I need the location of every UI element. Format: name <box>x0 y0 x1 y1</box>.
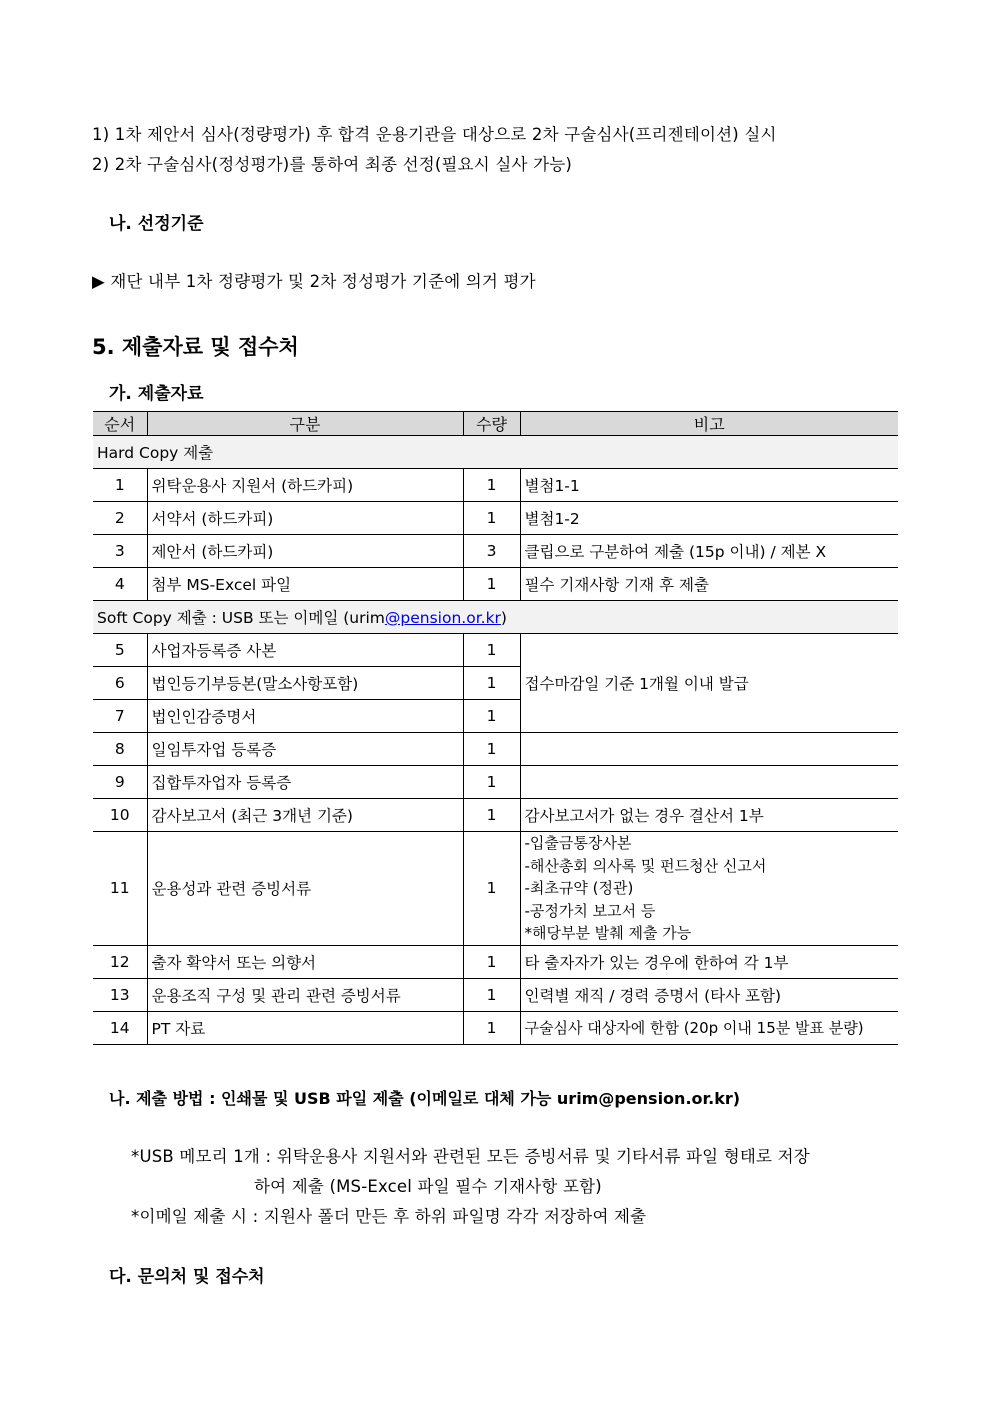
row-note: 인력별 재직 / 경력 증명서 (타사 포함) <box>520 978 898 1011</box>
row-qty: 1 <box>463 634 520 667</box>
row-no: 2 <box>93 502 147 535</box>
method-email-line: *이메일 제출 시 : 지원사 폴더 만든 후 하위 파일명 각각 저장하여 제출 <box>131 1207 647 1226</box>
row-note: 클립으로 구분하여 제출 (15p 이내) / 제본 X <box>520 535 898 568</box>
intro-line-1: 1) 1차 제안서 심사(정량평가) 후 합격 운용기관을 대상으로 2차 구술심사(프리젠테이션) 실시 <box>92 125 777 144</box>
table-row <box>93 945 898 978</box>
table-row <box>93 1011 898 1044</box>
row-qty: 1 <box>463 945 520 978</box>
row-note: 필수 기재사항 기재 후 제출 <box>520 568 898 601</box>
row-note: 감사보고서가 없는 경우 결산서 1부 <box>520 799 898 832</box>
row-qty: 1 <box>463 978 520 1011</box>
table-row <box>93 568 898 601</box>
row-qty: 1 <box>463 700 520 733</box>
method-usb-line-2: 하여 제출 (MS-Excel 파일 필수 기재사항 포함) <box>254 1177 602 1196</box>
soft-copy-section-row <box>93 601 898 634</box>
row-item: 법인인감증명서 <box>147 700 463 733</box>
row-item: 감사보고서 (최근 3개년 기준) <box>147 799 463 832</box>
table-row <box>93 502 898 535</box>
email-link[interactable]: @pension.or.kr <box>384 609 501 627</box>
submission-subheading: 가. 제출자료 <box>109 384 204 404</box>
row-no: 11 <box>93 832 147 946</box>
table-header-row <box>93 412 898 436</box>
soft-copy-label <box>93 601 898 634</box>
row-item: PT 자료 <box>147 1011 463 1044</box>
header-no: 순서 <box>93 412 147 436</box>
row-item: 일임투자업 등록증 <box>147 733 463 766</box>
row-note <box>520 766 898 799</box>
table-row <box>93 469 898 502</box>
row-no: 7 <box>93 700 147 733</box>
row-no: 13 <box>93 978 147 1011</box>
row-no: 8 <box>93 733 147 766</box>
row-qty: 1 <box>463 502 520 535</box>
row-item: 법인등기부등본(말소사항포함) <box>147 667 463 700</box>
row-qty: 1 <box>463 832 520 946</box>
row-11-note-line: *해당부분 발췌 제출 가능 <box>524 924 692 942</box>
table-row <box>93 978 898 1011</box>
method-heading: 나. 제출 방법 : 인쇄물 및 USB 파일 제출 (이메일로 대체 가능 urim@pension.or.kr) <box>109 1089 741 1108</box>
submission-table <box>93 411 898 1045</box>
table-row <box>93 733 898 766</box>
table-row <box>93 832 898 946</box>
row-qty: 1 <box>463 733 520 766</box>
row-no: 14 <box>93 1011 147 1044</box>
table-row <box>93 799 898 832</box>
row-qty: 1 <box>463 469 520 502</box>
row-note: 별첨1-1 <box>520 469 898 502</box>
row-item: 제안서 (하드카피) <box>147 535 463 568</box>
merged-note: 접수마감일 기준 1개월 이내 발급 <box>520 634 898 733</box>
row-no: 9 <box>93 766 147 799</box>
row-11-note-line: -해산총회 의사록 및 펀드청산 신고서 <box>524 856 767 875</box>
row-note: 별첨1-2 <box>520 502 898 535</box>
header-qty: 수량 <box>463 412 520 436</box>
row-item: 운용조직 구성 및 관리 관련 증빙서류 <box>147 978 463 1011</box>
header-note: 비고 <box>520 412 898 436</box>
row-no: 4 <box>93 568 147 601</box>
soft-copy-label-suffix: ) <box>500 609 507 627</box>
row-no: 10 <box>93 799 147 832</box>
row-note: 구술심사 대상자에 한함 (20p 이내 15분 발표 분량) <box>520 1011 898 1044</box>
row-item: 집합투자업자 등록증 <box>147 766 463 799</box>
row-item: 사업자등록증 사본 <box>147 634 463 667</box>
table-row <box>93 535 898 568</box>
row-qty: 1 <box>463 568 520 601</box>
row-no: 6 <box>93 667 147 700</box>
soft-copy-label-prefix: Soft Copy 제출 : USB 또는 이메일 (urim <box>97 609 385 627</box>
hard-copy-section-row <box>93 436 898 469</box>
row-note <box>520 733 898 766</box>
row-11-note-line: -최초규약 (정관) <box>524 879 634 897</box>
row-item: 서약서 (하드카피) <box>147 502 463 535</box>
row-no: 3 <box>93 535 147 568</box>
row-11-notes <box>520 832 898 946</box>
criteria-bullet: ▶ 재단 내부 1차 정량평가 및 2차 정성평가 기준에 의거 평가 <box>92 272 536 291</box>
header-item: 구분 <box>147 412 463 436</box>
contact-heading: 다. 문의처 및 접수처 <box>109 1267 265 1287</box>
table-row <box>93 634 898 667</box>
table-row <box>93 766 898 799</box>
row-item: 첨부 MS-Excel 파일 <box>147 568 463 601</box>
row-qty: 1 <box>463 667 520 700</box>
row-item: 운용성과 관련 증빙서류 <box>147 832 463 946</box>
row-qty: 1 <box>463 799 520 832</box>
row-11-note-line: -입출금통장사본 <box>524 834 632 852</box>
section-5-title: 5. 제출자료 및 접수처 <box>92 335 299 359</box>
row-no: 12 <box>93 945 147 978</box>
row-11-note-line: -공정가치 보고서 등 <box>524 901 656 920</box>
row-item: 출자 확약서 또는 의향서 <box>147 945 463 978</box>
criteria-heading: 나. 선정기준 <box>109 214 204 234</box>
method-usb-line-1: *USB 메모리 1개 : 위탁운용사 지원서와 관련된 모든 증빙서류 및 기타서류 파일 형태로 저장 <box>131 1147 810 1166</box>
hard-copy-label: Hard Copy 제출 <box>93 436 898 469</box>
row-no: 5 <box>93 634 147 667</box>
row-qty: 1 <box>463 1011 520 1044</box>
intro-line-2: 2) 2차 구술심사(정성평가)를 통하여 최종 선정(필요시 실사 가능) <box>92 155 573 174</box>
row-qty: 3 <box>463 535 520 568</box>
row-note: 타 출자자가 있는 경우에 한하여 각 1부 <box>520 945 898 978</box>
row-no: 1 <box>93 469 147 502</box>
row-qty: 1 <box>463 766 520 799</box>
row-item: 위탁운용사 지원서 (하드카피) <box>147 469 463 502</box>
